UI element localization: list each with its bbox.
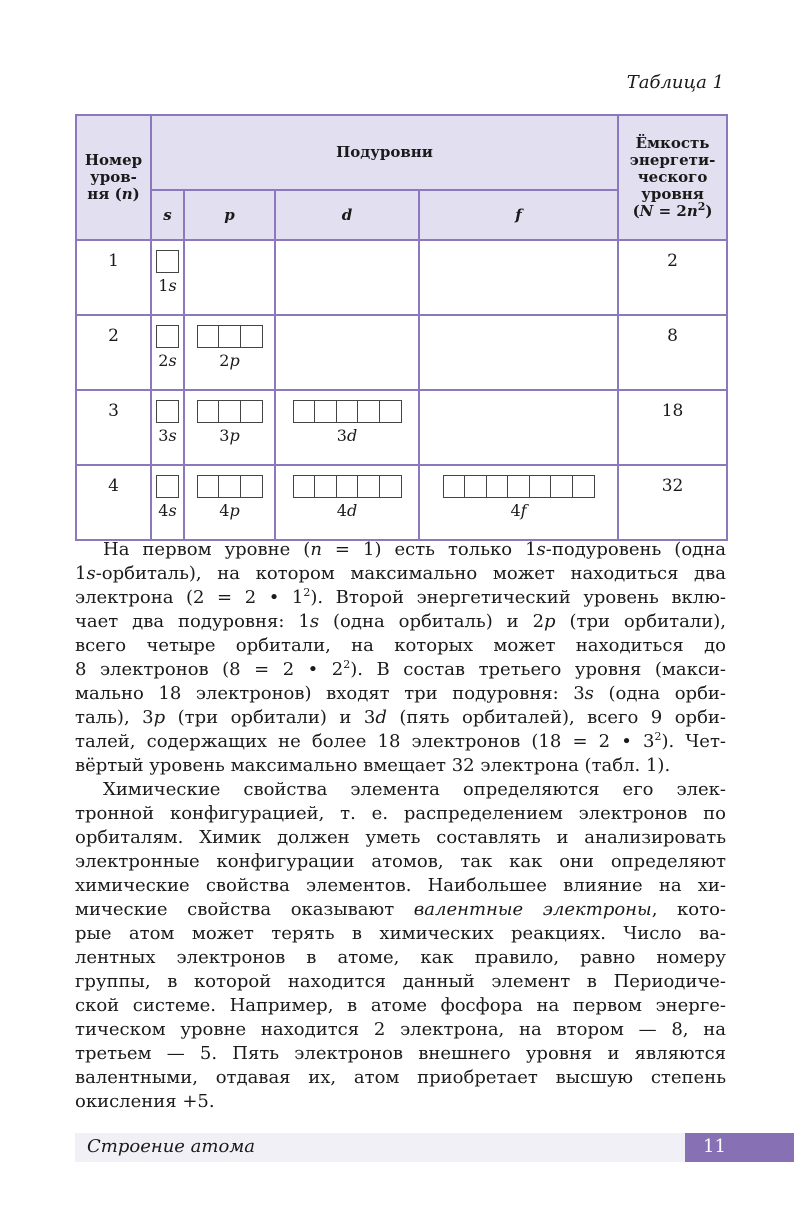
text-line: химические свойства элементов. Наибольшее влияние на хи- (75, 875, 726, 896)
orbital-group (185, 391, 274, 445)
sublevel-cell (419, 315, 618, 390)
orbital-label: 3d (336, 426, 358, 445)
orbital-box (336, 400, 359, 423)
body-text (75, 538, 726, 1114)
sublevel-cell (184, 390, 275, 465)
text-line: электрона (2 = 2 • $1^2$). Второй энергетический уровень вклю- (75, 586, 726, 608)
text-line: мические свойства оказывают валентные электроны, кото- (75, 899, 726, 920)
orbital-boxes (197, 475, 263, 498)
orbital-box (550, 475, 573, 498)
orbital-box (156, 250, 179, 273)
orbital-box (197, 475, 220, 498)
text-line: тронной конфигурацией, т. е. распределением электронов по (75, 803, 726, 824)
orbital-group (152, 316, 183, 370)
text-line: группы, в которой находится данный элемент в Периодиче- (75, 971, 726, 992)
orbital-group (276, 391, 418, 445)
text-line: окисления +5. (75, 1091, 215, 1112)
orbital-box (572, 475, 595, 498)
page-number: 11 (703, 1136, 726, 1157)
orbital-box (197, 325, 220, 348)
orbital-group (152, 466, 183, 520)
orbital-boxes (197, 325, 263, 348)
orbital-box (218, 325, 241, 348)
orbital-label: 4s (158, 501, 177, 520)
header-sublevel-d: d (275, 190, 419, 240)
sublevel-cell (184, 465, 275, 540)
level-number: 2 (76, 315, 151, 390)
level-number: 3 (76, 390, 151, 465)
table-row (76, 390, 727, 465)
capacity-value: 18 (618, 390, 727, 465)
orbital-label: 2p (219, 351, 240, 370)
orbital-group (420, 466, 617, 520)
text-line: 8 электронов (8 = 2 • $2^2$). В состав третьего уровня (макси- (75, 658, 726, 680)
orbital-label: 4p (219, 501, 240, 520)
text-line: электронные конфигурации атомов, так как они определяют (75, 851, 726, 872)
orbital-box (357, 475, 380, 498)
orbital-boxes (197, 400, 263, 423)
orbital-box (336, 475, 359, 498)
orbital-label: 4f (510, 501, 527, 520)
sublevel-cell (419, 465, 618, 540)
page-number-box (685, 1133, 794, 1162)
text-line: 1s-орбиталь), на котором максимально может находиться два (75, 563, 726, 584)
orbital-boxes (156, 400, 179, 423)
sublevel-cell (184, 315, 275, 390)
sublevel-cell (151, 240, 184, 315)
text-line: валентными, отдавая их, атом приобретает высшую степень (75, 1067, 726, 1088)
orbital-boxes (293, 475, 402, 498)
text-line: таль), 3p (три орбитали) и 3d (пять орбиталей), всего 9 орби- (75, 707, 726, 728)
text-line: тическом уровне находится 2 электрона, на втором — 8, на (75, 1019, 726, 1040)
orbital-box (507, 475, 530, 498)
orbital-boxes (156, 325, 179, 348)
level-number: 4 (76, 465, 151, 540)
orbital-box (240, 475, 263, 498)
level-number: 1 (76, 240, 151, 315)
orbital-label: 1s (158, 276, 177, 295)
text-line: всего четыре орбитали, на которых может находиться до (75, 635, 726, 656)
table-caption: Таблица 1 (626, 72, 724, 93)
text-line: чает два подуровня: 1s (одна орбиталь) и 2p (три орбитали), (75, 611, 726, 632)
orbital-label: 3s (158, 426, 177, 445)
sublevel-cell (275, 315, 419, 390)
table-row (76, 240, 727, 315)
table-row (76, 315, 727, 390)
capacity-value: 8 (618, 315, 727, 390)
sublevel-cell (275, 390, 419, 465)
sublevel-cell (419, 240, 618, 315)
orbital-box (218, 400, 241, 423)
sublevel-cell (151, 390, 184, 465)
footer-title: Строение атома (87, 1136, 255, 1157)
orbital-box (293, 475, 316, 498)
header-sublevel-p: p (184, 190, 275, 240)
orbital-box (240, 400, 263, 423)
orbital-label: 2s (158, 351, 177, 370)
text-line: Химические свойства элемента определяются его элек- (103, 779, 726, 800)
orbital-box (314, 400, 337, 423)
orbital-boxes (156, 250, 179, 273)
orbital-box (156, 475, 179, 498)
orbital-box (464, 475, 487, 498)
orbital-box (197, 400, 220, 423)
orbital-box (293, 400, 316, 423)
text-line: талей, содержащих не более 18 электронов (18 = 2 • $3^2$). Чет- (75, 730, 726, 752)
header-level: Номер уров- ня (n) (76, 115, 151, 240)
orbital-box (156, 325, 179, 348)
text-line: лентных электронов в атоме, как правило, равно номеру (75, 947, 726, 968)
text-line: рые атом может терять в химических реакциях. Число ва- (75, 923, 726, 944)
orbital-group (152, 241, 183, 295)
sublevel-cell (419, 390, 618, 465)
text-line: третьем — 5. Пять электронов внешнего уровня и являются (75, 1043, 726, 1064)
orbital-boxes (443, 475, 595, 498)
sublevel-cell (275, 465, 419, 540)
header-sublevel-f: f (419, 190, 618, 240)
orbital-group (152, 391, 183, 445)
orbital-box (218, 475, 241, 498)
text-line: ской системе. Например, в атоме фосфора на первом энерге- (75, 995, 726, 1016)
sublevel-cell (184, 240, 275, 315)
orbital-box (529, 475, 552, 498)
sublevel-cell (275, 240, 419, 315)
capacity-value: 32 (618, 465, 727, 540)
sublevel-cell (151, 315, 184, 390)
orbital-label: 4d (336, 501, 358, 520)
orbital-box (156, 400, 179, 423)
orbital-box (379, 475, 402, 498)
orbital-box (314, 475, 337, 498)
orbital-group (185, 466, 274, 520)
capacity-value: 2 (618, 240, 727, 315)
text-line: орбиталям. Химик должен уметь составлять и анализировать (75, 827, 726, 848)
orbital-box (379, 400, 402, 423)
orbital-boxes (156, 475, 179, 498)
table-row (76, 465, 727, 540)
orbital-group (185, 316, 274, 370)
footer-bar (75, 1133, 685, 1162)
header-sublevels: Подуровни (151, 115, 618, 190)
header-sublevel-s: s (151, 190, 184, 240)
orbital-box (357, 400, 380, 423)
orbital-table (75, 114, 728, 541)
orbital-group (276, 466, 418, 520)
text-line: мально 18 электронов) входят три подуровня: 3s (одна орби- (75, 683, 726, 704)
text-line: вёртый уровень максимально вмещает 32 электрона (табл. 1). (75, 755, 671, 776)
orbital-box (240, 325, 263, 348)
sublevel-cell (151, 465, 184, 540)
header-capacity: Ёмкость энергети- ческого уровня $(N = 2n^2)$ (618, 115, 727, 240)
orbital-boxes (293, 400, 402, 423)
orbital-box (443, 475, 466, 498)
orbital-label: 3p (219, 426, 240, 445)
text-line: На первом уровне (n = 1) есть только 1s-подуровень (одна (103, 539, 726, 560)
orbital-box (486, 475, 509, 498)
